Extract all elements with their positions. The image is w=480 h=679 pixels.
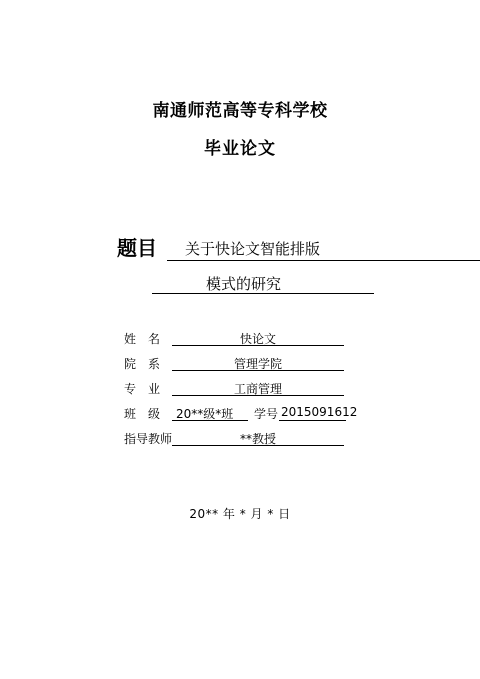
- student-id-underline: [279, 405, 358, 421]
- major-label: 专 业: [124, 382, 161, 396]
- major-value: 工商管理: [233, 382, 282, 396]
- name-value: 快论文: [239, 332, 276, 346]
- title-label: 题目: [117, 236, 157, 260]
- department-label: 院 系: [124, 357, 161, 371]
- school-name: 南通师范高等专科学校: [152, 101, 328, 121]
- class-value: 20**级*班: [176, 407, 234, 421]
- title-text-line-2: 模式的研究: [206, 275, 282, 293]
- class-label: 班 级: [124, 407, 161, 421]
- student-id-value: 2015091612: [281, 405, 358, 419]
- advisor-underline: [172, 430, 344, 446]
- department-value: 管理学院: [233, 357, 282, 371]
- advisor-label: 指导教师: [124, 432, 173, 446]
- title-underline-1: [167, 238, 480, 261]
- title-underline-2: [152, 273, 374, 294]
- title-text-line-1: 关于快论文智能排版: [185, 240, 321, 258]
- class-underline: [172, 405, 248, 421]
- major-underline: [172, 380, 344, 396]
- submission-date: 20** 年 * 月 * 日: [189, 507, 291, 521]
- document-type: 毕业论文: [204, 139, 276, 159]
- name-underline: [172, 330, 344, 346]
- student-id-label: 学号: [254, 407, 279, 421]
- advisor-value: **教授: [239, 432, 276, 446]
- name-label: 姓 名: [124, 332, 161, 346]
- department-underline: [172, 355, 344, 371]
